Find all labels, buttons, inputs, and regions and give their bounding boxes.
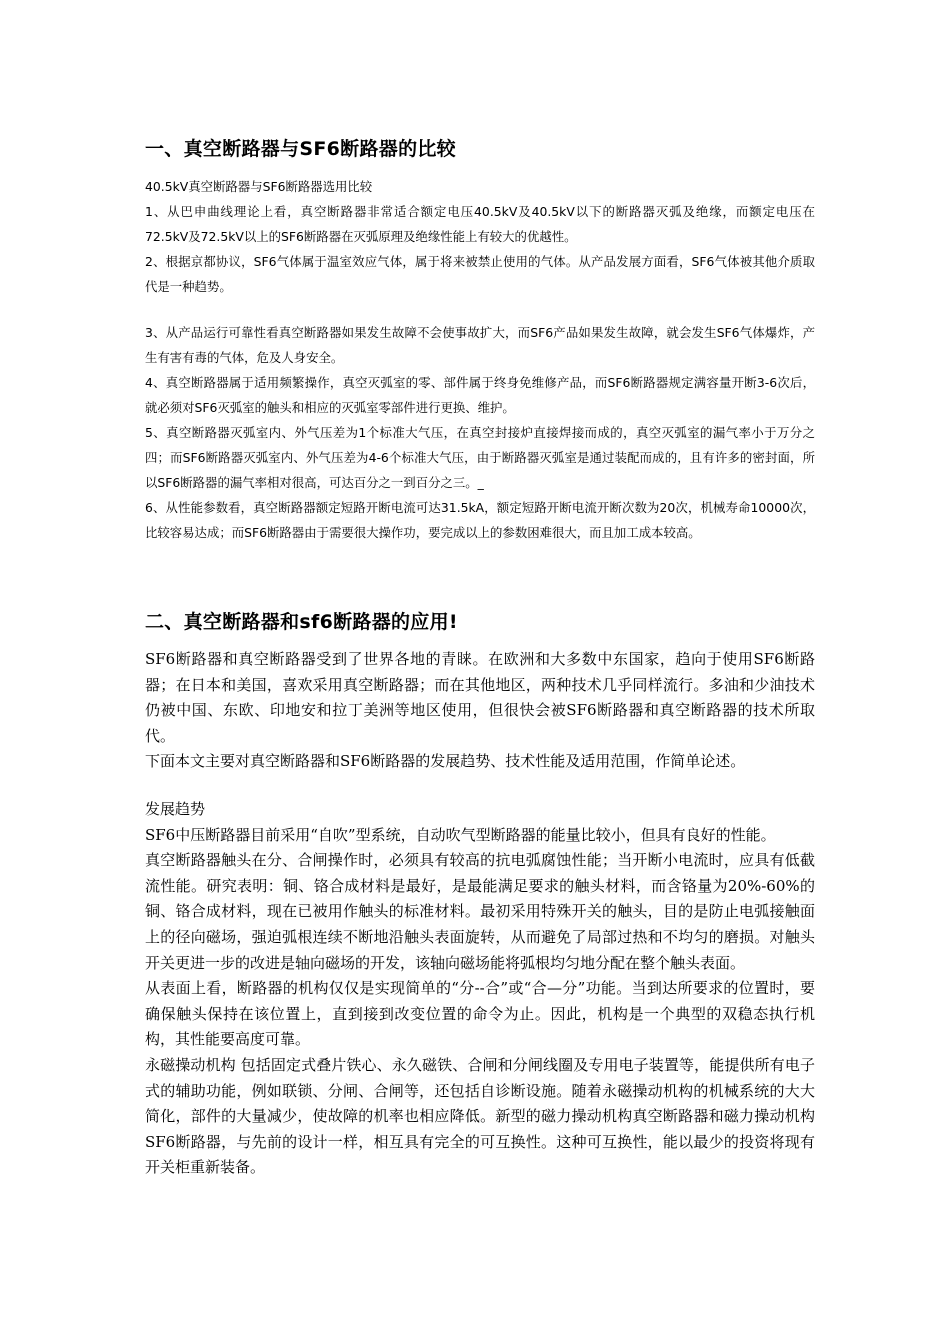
section1-subtitle: 40.5kV真空断路器与SF6断路器选用比较 bbox=[145, 179, 373, 194]
section1-point-2: 2、根据京都协议，SF6气体属于温室效应气体，属于将来被禁止使用的气体。从产品发展方面看，SF6气体被其他介质取代是一种趋势。 bbox=[145, 254, 815, 294]
section1-point-6: 6、从性能参数看，真空断路器额定短路开断电流可达31.5kA，额定短路开断电流开断次数为20次，机械寿命10000次，比较容易达成；而SF6断路器由于需要很大操作功，要完成以上的参数困难很大，而且加工成本较高。 bbox=[145, 500, 815, 540]
section1-heading: 一、真空断路器与SF6断路器的比较 bbox=[145, 138, 456, 160]
section2-subheading: 发展趋势 bbox=[145, 799, 206, 818]
section2-para-3: 从表面上看，断路器的机构仅仅是实现简单的“分--合”或“合—分”功能。当到达所要求的位置时，要确保触头保持在该位置上，直到接到改变位置的命令为止。因此，机构是一个典型的双稳态执行机构，其性能要高度可靠。 bbox=[145, 979, 815, 1049]
section2-intro-2: 下面本文主要对真空断路器和SF6断路器的发展趋势、技术性能及适用范围，作简单论述。 bbox=[145, 752, 746, 771]
section2-intro-1: SF6断路器和真空断路器受到了世界各地的青睐。在欧洲和大多数中东国家，趋向于使用SF6断路器；在日本和美国，喜欢采用真空断路器；而在其他地区，两种技术几乎同样流行。多油和少油技术仍被中国、东欧、印地安和拉丁美洲等地区使用，但很快会被SF6断路器和真空断路器的技术所取代。 bbox=[145, 650, 815, 745]
paragraph-gap bbox=[145, 775, 815, 797]
section1-body bbox=[145, 174, 815, 545]
section2-para-4: 永磁操动机构 包括固定式叠片铁心、永久磁铁、合闸和分闸线圈及专用电子装置等，能提供所有电子式的辅助功能，例如联锁、分闸、合闸等，还包括自诊断设施。随着永磁操动机构的机械系统的大大简化，部件的大量减少，使故障的机率也相应降低。新型的磁力操动机构真空断路器和磁力操动机构SF6断路器，与先前的设计一样，相互具有完全的可互换性。这种可互换性，能以最少的投资将现有开关柜重新装备。 bbox=[145, 1055, 815, 1177]
section1-point-1: 1、从巴申曲线理论上看，真空断路器非常适合额定电压40.5kV及40.5kV以下的断路器灭弧及绝缘，而额定电压在72.5kV及72.5kV以上的SF6断路器在灭弧原理及绝缘性能上有较大的优越性。 bbox=[145, 204, 815, 244]
section1-point-3: 3、从产品运行可靠性看真空断路器如果发生故障不会使事故扩大，而SF6产品如果发生故障，就会发生SF6气体爆炸，产生有害有毒的气体，危及人身安全。 bbox=[145, 325, 815, 365]
section1-point-4: 4、真空断路器属于适用频繁操作，真空灭弧室的零、部件属于终身免维修产品，而SF6断路器规定满容量开断3-6次后，就必须对SF6灭弧室的触头和相应的灭弧室零部件进行更换、维护。 bbox=[145, 375, 815, 415]
section2-heading: 二、真空断路器和sf6断路器的应用! bbox=[145, 611, 458, 633]
section2-body bbox=[145, 647, 815, 1181]
section1-point-5: 5、真空断路器灭弧室内、外气压差为1个标准大气压，在真空封接炉直接焊接而成的，真空灭弧室的漏气率小于万分之四；而SF6断路器灭弧室内、外气压差为4-6个标准大气压，由于断路器灭弧室是通过装配而成的，且有许多的密封面，所以SF6断路器的漏气率相对很高，可达百分之一到百分之三。_ bbox=[145, 425, 815, 490]
section2-para-2: 真空断路器触头在分、合闸操作时，必须具有较高的抗电弧腐蚀性能；当开断小电流时，应具有低截流性能。研究表明：铜、铬合成材料是最好，是最能满足要求的触头材料，而含铬量为20%-60%的铜、铬合成材料，现在已被用作触头的标准材料。最初采用特殊开关的触头，目的是防止电弧接触面上的径向磁场，强迫弧根连续不断地沿触头表面旋转，从而避免了局部过热和不均匀的磨损。对触头开关更进一步的改进是轴向磁场的开发，该轴向磁场能将弧根均匀地分配在整个触头表面。 bbox=[145, 851, 815, 972]
section2-para-1: SF6中压断路器目前采用“自吹”型系统，自动吹气型断路器的能量比较小，但具有良好的性能。 bbox=[145, 825, 776, 844]
paragraph-gap bbox=[145, 299, 815, 320]
